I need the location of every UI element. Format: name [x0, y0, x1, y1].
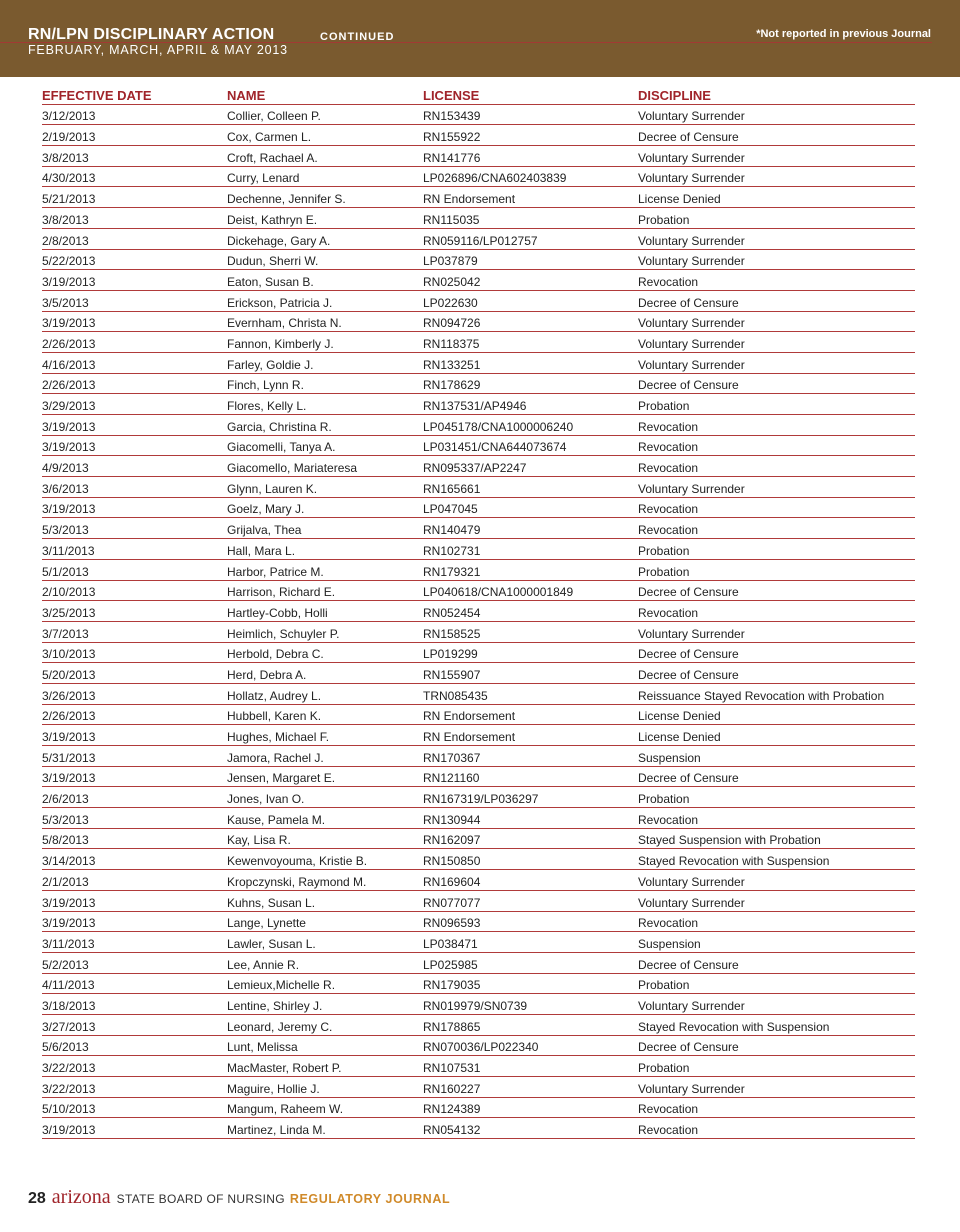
cell-license: LP045178/CNA1000006240 [423, 419, 574, 434]
table-row [42, 581, 915, 602]
table-row [42, 270, 915, 291]
table-row [42, 250, 915, 271]
cell-effective-date: 5/10/2013 [42, 1102, 96, 1117]
cell-effective-date: 2/6/2013 [42, 792, 89, 807]
cell-effective-date: 3/11/2013 [42, 543, 95, 558]
cell-license: RN094726 [423, 316, 481, 331]
cell-name: Jensen, Margaret E. [227, 771, 336, 786]
cell-name: Hubbell, Karen K. [227, 709, 322, 724]
cell-name: Heimlich, Schuyler P. [227, 626, 340, 641]
cell-discipline: License Denied [638, 730, 721, 744]
cell-effective-date: 3/19/2013 [42, 1123, 96, 1138]
cell-license: RN178629 [423, 378, 481, 393]
cell-license: RN115035 [423, 212, 480, 227]
cell-license: RN178865 [423, 1019, 481, 1034]
table-header-row [42, 84, 915, 105]
cell-discipline: Voluntary Surrender [638, 171, 745, 186]
cell-name: Harrison, Richard E. [227, 585, 336, 600]
table-row [42, 1036, 915, 1057]
cell-license: LP047045 [423, 502, 478, 517]
cell-effective-date: 2/26/2013 [42, 378, 96, 393]
cell-discipline: Voluntary Surrender [638, 233, 745, 248]
cell-name: Hall, Mara L. [227, 543, 296, 558]
cell-license: RN096593 [423, 916, 481, 931]
column-header-discipline: DISCIPLINE [638, 87, 711, 103]
cell-effective-date: 3/19/2013 [42, 730, 96, 744]
cell-license: RN124389 [423, 1102, 481, 1117]
table-row [42, 436, 915, 457]
cell-effective-date: 2/1/2013 [42, 874, 89, 889]
cell-license: LP022630 [423, 295, 478, 310]
cell-discipline: Revocation [638, 502, 699, 517]
table-row [42, 787, 915, 808]
cell-discipline: Suspension [638, 936, 701, 951]
cell-effective-date: 3/19/2013 [42, 895, 96, 910]
cell-discipline: Probation [638, 792, 690, 807]
cell-effective-date: 3/8/2013 [42, 150, 89, 165]
cell-effective-date: 3/6/2013 [42, 481, 89, 496]
cell-license: RN059116/LP012757 [423, 233, 538, 248]
cell-name: Dickehage, Gary A. [227, 233, 331, 248]
cell-name: Garcia, Christina R. [227, 419, 332, 434]
cell-name: Farley, Goldie J. [227, 357, 314, 372]
cell-license: RN130944 [423, 812, 481, 827]
cell-name: Mangum, Raheem W. [227, 1102, 344, 1117]
cell-name: Jones, Ivan O. [227, 792, 305, 807]
cell-discipline: Voluntary Surrender [638, 357, 745, 372]
cell-license: RN153439 [423, 109, 481, 124]
table-row [42, 663, 915, 684]
cell-discipline: Probation [638, 212, 690, 227]
cell-discipline: Voluntary Surrender [638, 895, 745, 910]
table-row [42, 1098, 915, 1119]
cell-license: RN095337/AP2247 [423, 461, 527, 476]
cell-name: Lawler, Susan L. [227, 936, 316, 951]
cell-discipline: Stayed Revocation with Suspension [638, 1019, 830, 1034]
cell-effective-date: 3/19/2013 [42, 771, 96, 786]
cell-discipline: Stayed Revocation with Suspension [638, 854, 830, 869]
cell-effective-date: 5/1/2013 [42, 564, 89, 579]
cell-license: LP026896/CNA602403839 [423, 171, 567, 186]
page-title: RN/LPN DISCIPLINARY ACTION [28, 26, 275, 43]
cell-license: LP038471 [423, 936, 478, 951]
cell-effective-date: 3/10/2013 [42, 647, 96, 662]
table-row [42, 643, 915, 664]
table-row [42, 705, 915, 726]
cell-effective-date: 5/6/2013 [42, 1040, 89, 1055]
cell-name: Kause, Pamela M. [227, 812, 326, 827]
cell-discipline: Revocation [638, 419, 699, 434]
cell-license: RN179035 [423, 978, 481, 993]
table-row [42, 891, 915, 912]
cell-name: Kropczynski, Raymond M. [227, 874, 367, 889]
cell-license: RN102731 [423, 543, 481, 558]
table-row [42, 932, 915, 953]
cell-discipline: Revocation [638, 274, 699, 289]
cell-discipline: Voluntary Surrender [638, 1081, 745, 1096]
cell-discipline: Revocation [638, 440, 699, 455]
cell-effective-date: 2/26/2013 [42, 336, 96, 351]
continued-label: CONTINUED [320, 31, 395, 43]
table-row [42, 208, 915, 229]
cell-name: Giacomello, Mariateresa [227, 461, 358, 476]
cell-name: Hartley-Cobb, Holli [227, 605, 328, 620]
cell-license: RN165661 [423, 481, 481, 496]
cell-license: RN Endorsement [423, 192, 516, 207]
cell-discipline: Decree of Censure [638, 585, 739, 600]
cell-license: RN150850 [423, 854, 481, 869]
cell-name: Harbor, Patrice M. [227, 564, 324, 579]
table-row [42, 167, 915, 188]
cell-license: RN054132 [423, 1123, 481, 1138]
cell-effective-date: 4/11/2013 [42, 978, 95, 993]
table-row [42, 1056, 915, 1077]
cell-discipline: Voluntary Surrender [638, 316, 745, 331]
cell-discipline: Decree of Censure [638, 957, 739, 972]
table-row [42, 953, 915, 974]
table-row [42, 187, 915, 208]
cell-license: RN121160 [423, 771, 480, 786]
cell-license: RN179321 [423, 564, 481, 579]
table-row [42, 415, 915, 436]
column-header-effective-date: EFFECTIVE DATE [42, 87, 152, 103]
cell-name: Jamora, Rachel J. [227, 750, 324, 765]
cell-license: RN070036/LP022340 [423, 1040, 539, 1055]
cell-discipline: Decree of Censure [638, 1040, 739, 1055]
cell-effective-date: 3/29/2013 [42, 399, 96, 413]
cell-name: Herbold, Debra C. [227, 647, 324, 662]
table-row [42, 291, 915, 312]
cell-name: Kewenvoyouma, Kristie B. [227, 854, 368, 869]
cell-effective-date: 2/26/2013 [42, 709, 96, 724]
cell-name: Collier, Colleen P. [227, 109, 321, 124]
cell-effective-date: 5/22/2013 [42, 254, 96, 269]
cell-effective-date: 3/25/2013 [42, 605, 96, 620]
cell-discipline: Decree of Censure [638, 771, 739, 786]
table-row [42, 229, 915, 250]
cell-license: LP025985 [423, 957, 478, 972]
cell-effective-date: 4/30/2013 [42, 171, 96, 186]
table-row [42, 994, 915, 1015]
cell-discipline: Revocation [638, 523, 699, 538]
table-row [42, 912, 915, 933]
not-reported-note: *Not reported in previous Journal [756, 28, 931, 40]
table-row [42, 105, 915, 126]
cell-license: RN Endorsement [423, 709, 516, 724]
table-row [42, 332, 915, 353]
cell-effective-date: 2/8/2013 [42, 233, 89, 248]
disciplinary-table [42, 84, 915, 1139]
cell-discipline: Revocation [638, 916, 699, 931]
cell-name: Herd, Debra A. [227, 667, 307, 682]
cell-license: RN162097 [423, 833, 481, 848]
cell-effective-date: 5/8/2013 [42, 833, 89, 848]
cell-discipline: Probation [638, 1061, 690, 1075]
cell-discipline: Voluntary Surrender [638, 998, 745, 1013]
cell-license: RN169604 [423, 874, 481, 889]
table-row [42, 125, 915, 146]
cell-effective-date: 3/14/2013 [42, 854, 96, 869]
cell-name: Croft, Rachael A. [227, 150, 318, 165]
cell-license: RN019979/SN0739 [423, 998, 528, 1013]
cell-license: LP037879 [423, 254, 478, 269]
cell-name: Kuhns, Susan L. [227, 895, 316, 910]
cell-effective-date: 3/19/2013 [42, 440, 96, 455]
table-row [42, 974, 915, 995]
cell-effective-date: 3/26/2013 [42, 688, 96, 703]
table-row [42, 829, 915, 850]
page-footer [28, 1186, 450, 1209]
cell-name: Erickson, Patricia J. [227, 295, 333, 310]
cell-discipline: Voluntary Surrender [638, 626, 745, 641]
cell-discipline: Voluntary Surrender [638, 109, 745, 124]
table-row [42, 1015, 915, 1036]
header-banner [0, 0, 960, 77]
cell-name: Martinez, Linda M. [227, 1123, 326, 1138]
cell-discipline: Revocation [638, 812, 699, 827]
cell-name: Kay, Lisa R. [227, 833, 291, 848]
cell-discipline: Revocation [638, 605, 699, 620]
cell-discipline: Suspension [638, 750, 701, 765]
cell-discipline: Probation [638, 543, 690, 558]
cell-discipline: Voluntary Surrender [638, 254, 745, 269]
cell-license: LP019299 [423, 647, 478, 662]
cell-name: Giacomelli, Tanya A. [227, 440, 336, 455]
cell-license: LP040618/CNA1000001849 [423, 585, 574, 600]
cell-effective-date: 5/20/2013 [42, 667, 96, 682]
cell-effective-date: 5/21/2013 [42, 192, 96, 207]
cell-name: Leonard, Jeremy C. [227, 1019, 333, 1034]
cell-name: Grijalva, Thea [227, 523, 302, 538]
table-body [42, 105, 915, 1139]
cell-effective-date: 3/11/2013 [42, 936, 95, 951]
cell-license: RN Endorsement [423, 730, 516, 744]
table-row [42, 808, 915, 829]
cell-discipline: Probation [638, 564, 690, 579]
cell-license: RN133251 [423, 357, 481, 372]
cell-effective-date: 2/10/2013 [42, 585, 96, 600]
cell-effective-date: 3/18/2013 [42, 998, 96, 1013]
cell-discipline: Voluntary Surrender [638, 336, 745, 351]
table-row [42, 477, 915, 498]
cell-name: Finch, Lynn R. [227, 378, 304, 393]
cell-license: RN118375 [423, 336, 480, 351]
table-row [42, 601, 915, 622]
cell-discipline: Decree of Censure [638, 130, 739, 145]
cell-name: Deist, Kathryn E. [227, 212, 318, 227]
cell-discipline: Decree of Censure [638, 667, 739, 682]
cell-name: Fannon, Kimberly J. [227, 336, 334, 351]
cell-license: RN025042 [423, 274, 481, 289]
column-header-name: NAME [227, 87, 266, 103]
cell-license: RN155907 [423, 667, 481, 682]
cell-license: RN158525 [423, 626, 481, 641]
table-row [42, 684, 915, 705]
table-row [42, 498, 915, 519]
cell-name: Evernham, Christa N. [227, 316, 342, 331]
cell-discipline: Probation [638, 978, 690, 993]
table-row [42, 518, 915, 539]
cell-name: Glynn, Lauren K. [227, 481, 318, 496]
cell-discipline: Reissuance Stayed Revocation with Probation [638, 688, 885, 703]
cell-name: Lemieux,Michelle R. [227, 978, 336, 993]
cell-name: Lange, Lynette [227, 916, 306, 931]
cell-effective-date: 3/19/2013 [42, 316, 96, 331]
cell-license: RN140479 [423, 523, 481, 538]
cell-license: RN107531 [423, 1061, 481, 1075]
cell-effective-date: 5/31/2013 [42, 750, 96, 765]
cell-discipline: License Denied [638, 709, 721, 724]
cell-license: RN052454 [423, 605, 481, 620]
cell-license: RN077077 [423, 895, 481, 910]
cell-discipline: Decree of Censure [638, 378, 739, 393]
cell-effective-date: 3/19/2013 [42, 419, 96, 434]
cell-effective-date: 3/7/2013 [42, 626, 89, 641]
cell-discipline: Stayed Suspension with Probation [638, 833, 821, 848]
cell-license: RN160227 [423, 1081, 481, 1096]
table-row [42, 539, 915, 560]
cell-effective-date: 3/5/2013 [42, 295, 89, 310]
cell-name: Lunt, Melissa [227, 1040, 298, 1055]
cell-discipline: Revocation [638, 461, 699, 476]
cell-name: Hughes, Michael F. [227, 730, 330, 744]
cell-discipline: Voluntary Surrender [638, 481, 745, 496]
cell-name: Curry, Lenard [227, 171, 300, 186]
cell-discipline: Revocation [638, 1123, 699, 1138]
table-row [42, 622, 915, 643]
table-row [42, 725, 915, 746]
cell-name: Lee, Annie R. [227, 957, 300, 972]
cell-name: Hollatz, Audrey L. [227, 688, 322, 703]
cell-name: Cox, Carmen L. [227, 130, 312, 145]
table-row [42, 767, 915, 788]
cell-name: Goelz, Mary J. [227, 502, 305, 517]
cell-license: LP031451/CNA644073674 [423, 440, 567, 455]
table-row [42, 746, 915, 767]
cell-effective-date: 3/12/2013 [42, 109, 96, 124]
cell-license: RN170367 [423, 750, 481, 765]
journal-name: REGULATORY JOURNAL [289, 1192, 451, 1206]
column-header-license: LICENSE [423, 87, 480, 103]
cell-license: RN167319/LP036297 [423, 792, 539, 807]
cell-effective-date: 3/8/2013 [42, 212, 89, 227]
cell-name: Dudun, Sherri W. [227, 254, 319, 269]
table-row [42, 456, 915, 477]
cell-name: Eaton, Susan B. [227, 274, 314, 289]
cell-effective-date: 3/27/2013 [42, 1019, 96, 1034]
table-row [42, 1118, 915, 1139]
cell-effective-date: 3/19/2013 [42, 916, 96, 931]
table-row [42, 560, 915, 581]
cell-discipline: Voluntary Surrender [638, 150, 745, 165]
cell-effective-date: 5/3/2013 [42, 812, 89, 827]
cell-discipline: Revocation [638, 1102, 699, 1117]
cell-name: Flores, Kelly L. [227, 399, 307, 413]
cell-effective-date: 3/22/2013 [42, 1081, 96, 1096]
cell-name: Lentine, Shirley J. [227, 998, 323, 1013]
cell-discipline: Voluntary Surrender [638, 874, 745, 889]
cell-effective-date: 5/2/2013 [42, 957, 89, 972]
table-row [42, 312, 915, 333]
cell-effective-date: 2/19/2013 [42, 130, 96, 145]
page-number: 28 [28, 1190, 46, 1207]
cell-discipline: Probation [638, 399, 690, 413]
cell-license: RN141776 [423, 150, 481, 165]
cell-name: Maguire, Hollie J. [227, 1081, 320, 1096]
cell-license: TRN085435 [423, 688, 488, 703]
cell-effective-date: 3/22/2013 [42, 1061, 96, 1075]
cell-name: MacMaster, Robert P. [227, 1061, 342, 1075]
table-row [42, 353, 915, 374]
table-row [42, 870, 915, 891]
board-name: STATE BOARD OF NURSING [116, 1192, 285, 1206]
table-row [42, 849, 915, 870]
cell-effective-date: 4/9/2013 [42, 461, 89, 476]
table-row [42, 394, 915, 415]
cell-effective-date: 3/19/2013 [42, 502, 96, 517]
cell-license: RN155922 [423, 130, 481, 145]
table-row [42, 146, 915, 167]
cell-effective-date: 4/16/2013 [42, 357, 96, 372]
cell-discipline: License Denied [638, 192, 721, 207]
cell-discipline: Decree of Censure [638, 295, 739, 310]
cell-discipline: Decree of Censure [638, 647, 739, 662]
page-subtitle: FEBRUARY, MARCH, APRIL & MAY 2013 [28, 43, 288, 57]
cell-license: RN137531/AP4946 [423, 399, 527, 413]
cell-effective-date: 3/19/2013 [42, 274, 96, 289]
cell-effective-date: 5/3/2013 [42, 523, 89, 538]
table-row [42, 374, 915, 395]
arizona-wordmark: arizona [51, 1186, 111, 1208]
table-row [42, 1077, 915, 1098]
cell-name: Dechenne, Jennifer S. [227, 192, 346, 207]
